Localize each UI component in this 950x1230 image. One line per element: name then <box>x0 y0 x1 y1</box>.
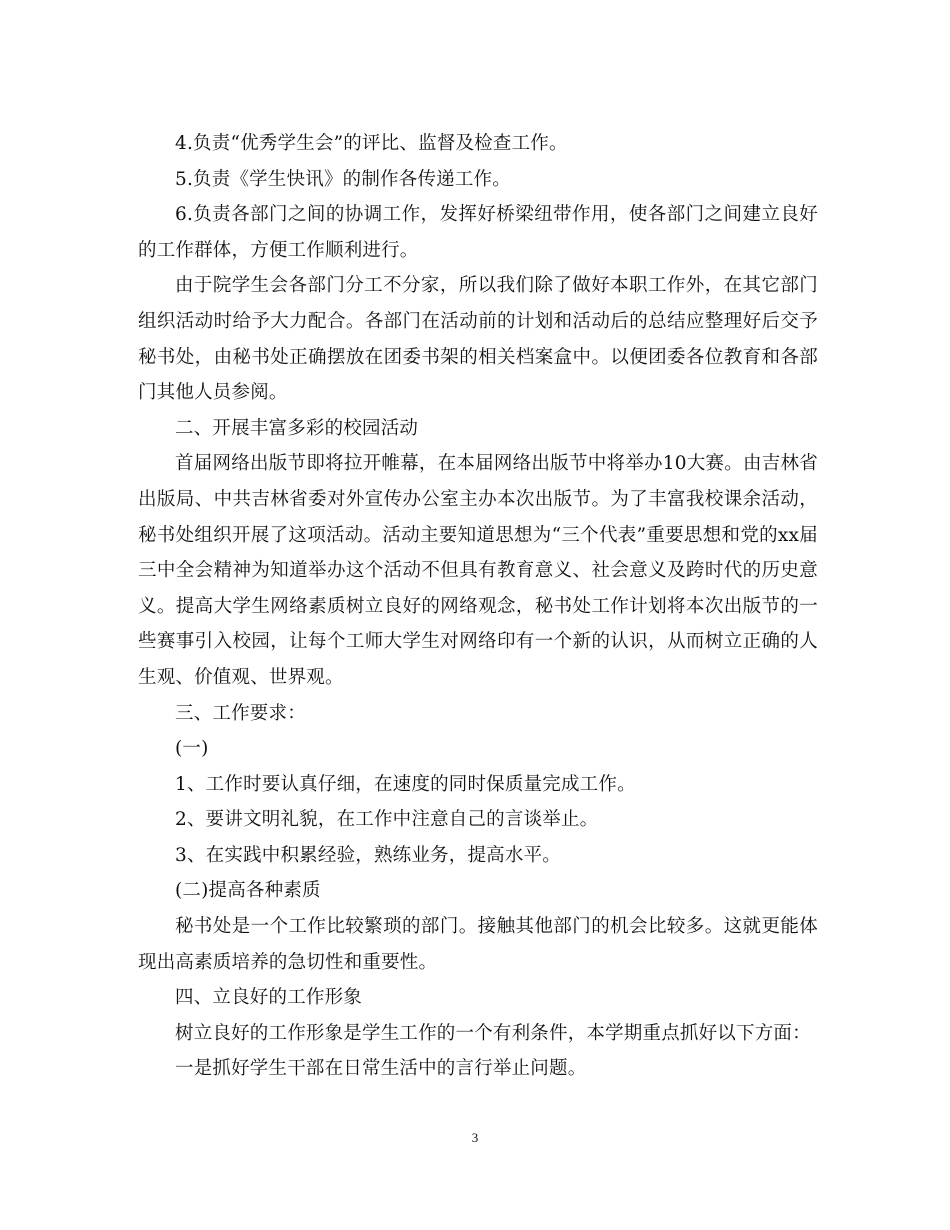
paragraph-image: 树立良好的工作形象是学生工作的一个有利条件，本学期重点抓好以下方面： <box>175 1022 811 1044</box>
paragraph-item-4: 4.负责“优秀学生会”的评比、监督及检查工作。 <box>175 133 568 154</box>
subheading-2: (二)提高各种素质 <box>175 880 321 902</box>
paragraph-publishing-festival: 首届网络出版节即将拉开帷幕，在本届网络出版节中将举办10大赛。由吉林省出版局、中共吉林省委对外宣传办公室主办本次出版节。为了丰富我校课余活动，秘书处组织开展了这项活动。活动主要知道思想为“三个代表”重要思想和党的xx届三中全会精神为知道举办这个活动不但具有教育意义、社会意义及跨时代的历史意义。提高大学生网络素质树立良好的网络观念，秘书处工作计划将本次出版节的一些赛事引入校园，让每个工师大学生对网络印有一个新的认识，从而树立正确的人生观、价值观、世界观。 <box>138 453 818 688</box>
paragraph-item-6: 6.负责各部门之间的协调工作，发挥好桥梁纽带作用，使各部门之间建立良好的工作群体，方便工作顺利进行。 <box>138 204 818 261</box>
requirement-item-1: 1、工作时要认真仔细，在速度的同时保质量完成工作。 <box>175 773 636 795</box>
section-heading-3: 三、工作要求： <box>175 702 306 724</box>
document-body <box>138 126 818 1087</box>
page-number: 3 <box>471 1130 479 1145</box>
section-heading-4: 四、立良好的工作形象 <box>175 987 363 1009</box>
subheading-1: (一) <box>175 738 209 760</box>
requirement-item-3: 3、在实践中积累经验，熟练业务，提高水平。 <box>175 844 561 866</box>
paragraph-quality: 秘书处是一个工作比较繁琐的部门。接触其他部门的机会比较多。这就更能体现出高素质培养的急切性和重要性。 <box>138 916 818 973</box>
paragraph-behavior: 一是抓好学生干部在日常生活中的言行举止问题。 <box>175 1058 587 1080</box>
paragraph-cooperation: 由于院学生会各部门分工不分家，所以我们除了做好本职工作外，在其它部门组织活动时给予大力配合。各部门在活动前的计划和活动后的总结应整理好后交予秘书处，由秘书处正确摆放在团委书架的相关档案盒中。以便团委各位教育和各部门其他人员参阅。 <box>138 275 818 404</box>
paragraph-item-5: 5.负责《学生快讯》的制作各传递工作。 <box>175 168 511 190</box>
requirement-item-2: 2、要讲文明礼貌，在工作中注意自己的言谈举止。 <box>175 809 599 831</box>
section-heading-2: 二、开展丰富多彩的校园活动 <box>175 417 419 439</box>
